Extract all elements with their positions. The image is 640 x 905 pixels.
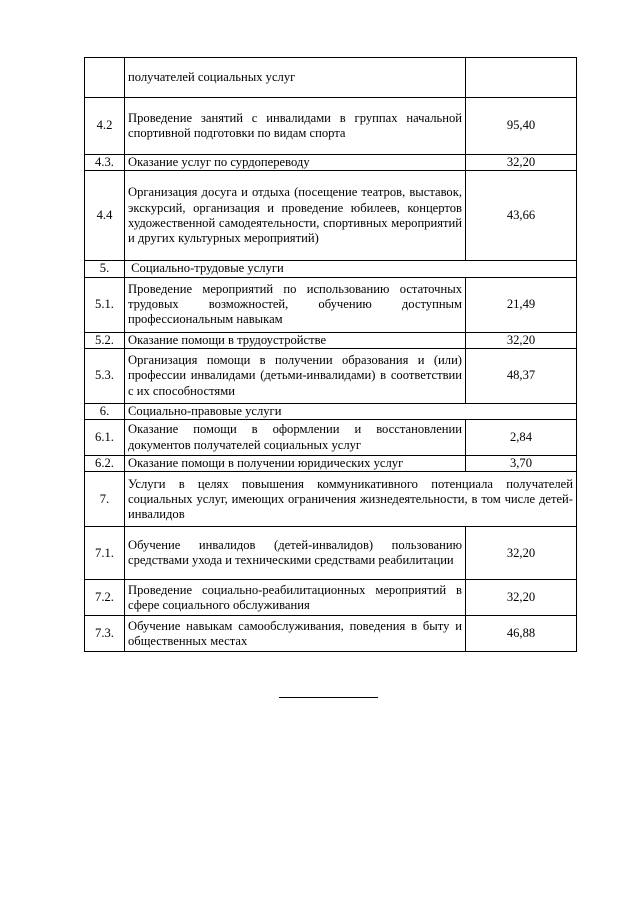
service-price: 32,20 <box>466 580 577 616</box>
row-number <box>85 58 125 98</box>
service-name: Организация досуга и отдыха (посещение театров, выставок, экскурсий, организация и проведение юбилеев, концертов художественной самодеятельности, спортивных мероприятий и других культурных мероприятий) <box>125 171 466 261</box>
table-row <box>85 155 577 171</box>
table-row <box>85 420 577 456</box>
service-name: Организация помощи в получении образования и (или) профессии инвалидами (детьми-инвалидами) в соответствии с их способностями <box>125 348 466 403</box>
table-row <box>85 616 577 652</box>
service-price: 32,20 <box>466 527 577 580</box>
row-number: 7.1. <box>85 527 125 580</box>
row-number: 4.2 <box>85 98 125 155</box>
table-row <box>85 456 577 472</box>
table-row <box>85 98 577 155</box>
table-row <box>85 348 577 403</box>
table-row <box>85 527 577 580</box>
row-number: 5.2. <box>85 332 125 348</box>
table-row <box>85 472 577 527</box>
row-number: 6. <box>85 403 125 419</box>
service-price: 3,70 <box>466 456 577 472</box>
footer-rule <box>279 697 378 698</box>
row-number: 6.1. <box>85 420 125 456</box>
service-name: Проведение занятий с инвалидами в группах начальной спортивной подготовки по видам спорта <box>125 98 466 155</box>
service-name: Обучение навыкам самообслуживания, поведения в быту и общественных местах <box>125 616 466 652</box>
table-row <box>85 580 577 616</box>
row-number: 7.2. <box>85 580 125 616</box>
table-row <box>85 261 577 277</box>
table-row <box>85 277 577 332</box>
service-price: 48,37 <box>466 348 577 403</box>
table-body <box>85 58 577 652</box>
service-name: Услуги в целях повышения коммуникативного потенциала получателей социальных услуг, имеющих ограничения жизнедеятельности, в том числе детей-инвалидов <box>125 472 577 527</box>
table-row <box>85 332 577 348</box>
table-row <box>85 171 577 261</box>
service-price: 32,20 <box>466 332 577 348</box>
service-price <box>466 58 577 98</box>
service-name: Проведение мероприятий по использованию остаточных трудовых возможностей, обучению доступным профессиональным навыкам <box>125 277 466 332</box>
row-number: 5.3. <box>85 348 125 403</box>
row-number: 4.4 <box>85 171 125 261</box>
service-price: 32,20 <box>466 155 577 171</box>
service-name: Оказание помощи в оформлении и восстановлении документов получателей социальных услуг <box>125 420 466 456</box>
service-name: Оказание помощи в получении юридических услуг <box>125 456 466 472</box>
row-number: 5. <box>85 261 125 277</box>
service-price: 95,40 <box>466 98 577 155</box>
service-price: 21,49 <box>466 277 577 332</box>
service-name: Проведение социально-реабилитационных мероприятий в сфере социального обслуживания <box>125 580 466 616</box>
service-price: 2,84 <box>466 420 577 456</box>
service-name: Социально-правовые услуги <box>125 403 577 419</box>
service-name: Оказание услуг по сурдопереводу <box>125 155 466 171</box>
service-name: получателей социальных услуг <box>125 58 466 98</box>
row-number: 6.2. <box>85 456 125 472</box>
table-row <box>85 403 577 419</box>
row-number: 4.3. <box>85 155 125 171</box>
service-name: Оказание помощи в трудоустройстве <box>125 332 466 348</box>
row-number: 7. <box>85 472 125 527</box>
services-price-table <box>84 57 577 652</box>
service-price: 46,88 <box>466 616 577 652</box>
table-row <box>85 58 577 98</box>
row-number: 7.3. <box>85 616 125 652</box>
row-number: 5.1. <box>85 277 125 332</box>
service-name: Обучение инвалидов (детей-инвалидов) пользованию средствами ухода и техническими средствами реабилитации <box>125 527 466 580</box>
service-name: Социально-трудовые услуги <box>125 261 577 277</box>
service-price: 43,66 <box>466 171 577 261</box>
